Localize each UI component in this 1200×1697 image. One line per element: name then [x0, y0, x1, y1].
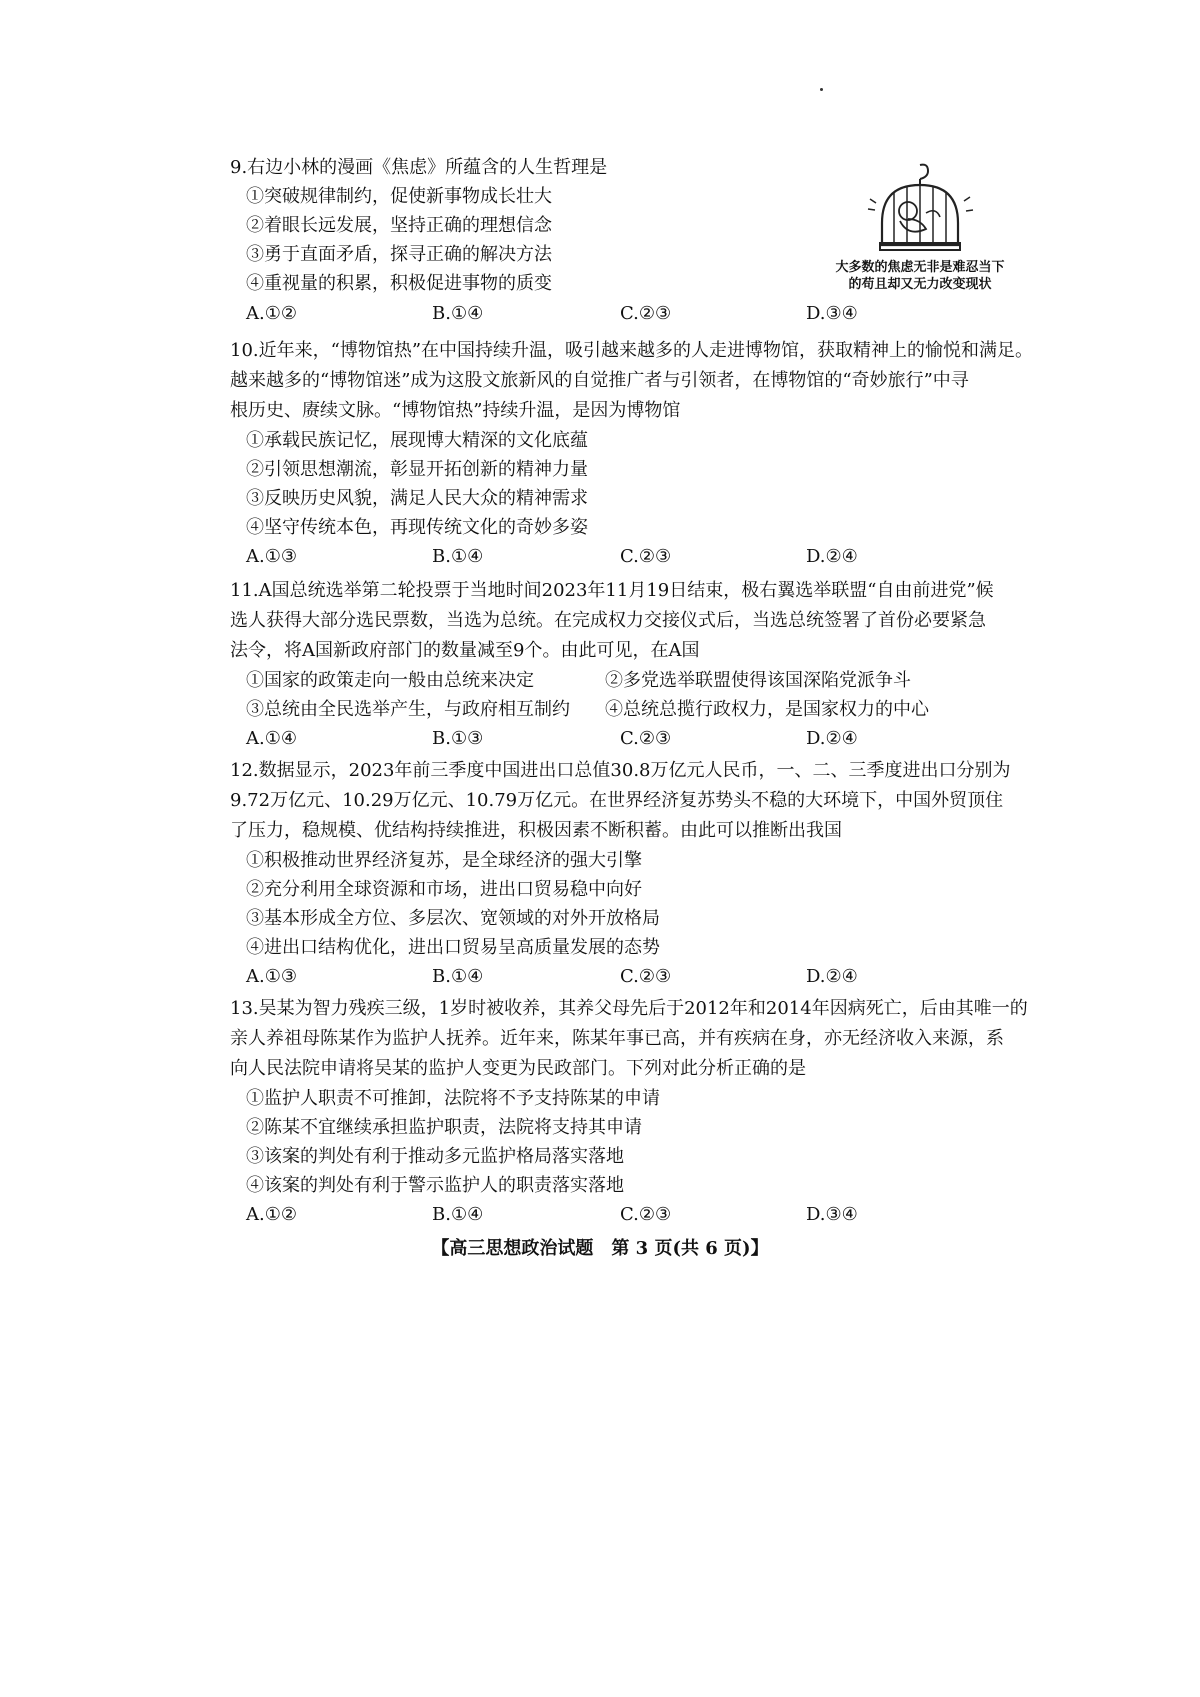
question-stem-cont: 向人民法院申请将吴某的监护人变更为民政部门。下列对此分析正确的是 — [230, 1058, 806, 1079]
question-stem: 11.A国总统选举第二轮投票于当地时间2023年11月19日结束，极右翼选举联盟“自由前进党”候 — [230, 580, 994, 601]
question-stem: 13.吴某为智力残疾三级，1岁时被收养，其养父母先后于2012年和2014年因病死亡，后由其唯一的 — [230, 998, 1028, 1019]
choice-b: B.①④ — [432, 303, 484, 324]
question-11 — [230, 580, 1020, 750]
choice-c: C.②③ — [620, 303, 672, 324]
choice-b: B.①④ — [432, 966, 484, 987]
question-stem-cont: 根历史、赓续文脉。“博物馆热”持续升温，是因为博物馆 — [230, 400, 681, 421]
option-4: ④进出口结构优化，进出口贸易呈高质量发展的态势 — [246, 937, 660, 958]
option-3: ③该案的判处有利于推动多元监护格局落实落地 — [246, 1146, 624, 1167]
choice-b: B.①④ — [432, 546, 484, 567]
choice-a: A.①② — [246, 1204, 297, 1225]
option-1: ①监护人职责不可推卸，法院将不予支持陈某的申请 — [246, 1088, 660, 1109]
choice-a: A.①② — [246, 303, 297, 324]
option-1: ①国家的政策走向一般由总统来决定 — [246, 670, 534, 691]
choice-a: A.①③ — [246, 966, 297, 987]
question-stem-cont: 越来越多的“博物馆迷”成为这股文旅新风的自觉推广者与引领者，在博物馆的“奇妙旅行”中寻 — [230, 370, 969, 391]
option-2: ②多党选举联盟使得该国深陷党派争斗 — [605, 670, 911, 691]
option-4: ④该案的判处有利于警示监护人的职责落实落地 — [246, 1175, 624, 1196]
option-2: ②充分利用全球资源和市场，进出口贸易稳中向好 — [246, 879, 642, 900]
question-stem-cont: 选人获得大部分选民票数，当选为总统。在完成权力交接仪式后，当选总统签署了首份必要紧急 — [230, 610, 986, 631]
choice-c: C.②③ — [620, 546, 672, 567]
choice-d: D.②④ — [806, 546, 858, 567]
question-stem: 12.数据显示，2023年前三季度中国进出口总值30.8万亿元人民币，一、二、三季度进出口分别为 — [230, 760, 1011, 781]
option-3: ③勇于直面矛盾，探寻正确的解决方法 — [246, 244, 552, 265]
option-1: ①突破规律制约，促使新事物成长壮大 — [246, 186, 552, 207]
question-13 — [230, 998, 1028, 1228]
question-stem-cont: 了压力，稳规模、优结构持续推进，积极因素不断积蓄。由此可以推断出我国 — [230, 820, 842, 841]
choice-c: C.②③ — [620, 966, 672, 987]
question-12 — [230, 760, 1020, 990]
choice-d: D.③④ — [806, 303, 858, 324]
answer-choices — [246, 546, 1006, 568]
question-stem-cont: 9.72万亿元、10.29万亿元、10.79万亿元。在世界经济复苏势头不稳的大环境下，中国外贸顶住 — [230, 790, 1004, 811]
option-1: ①积极推动世界经济复苏，是全球经济的强大引擎 — [246, 850, 642, 871]
page-footer: 【高三思想政治试题 第 3 页(共 6 页)】 — [431, 1238, 769, 1259]
choice-d: D.②④ — [806, 966, 858, 987]
option-4: ④重视量的积累，积极促进事物的质变 — [246, 273, 552, 294]
cartoon-caption — [820, 259, 1020, 293]
choice-d: D.③④ — [806, 1204, 858, 1225]
choice-c: C.②③ — [620, 728, 672, 749]
cartoon-figure — [820, 163, 1020, 303]
question-stem: 10.近年来，“博物馆热”在中国持续升温，吸引越来越多的人走进博物馆，获取精神上的愉悦和满足。 — [230, 340, 1034, 361]
option-4: ④坚守传统本色，再现传统文化的奇妙多姿 — [246, 517, 588, 538]
choice-b: B.①③ — [432, 728, 484, 749]
choice-d: D.②④ — [806, 728, 858, 749]
choice-c: C.②③ — [620, 1204, 672, 1225]
question-stem: 9.右边小林的漫画《焦虑》所蕴含的人生哲理是 — [230, 157, 608, 178]
answer-choices — [246, 728, 1006, 750]
caption-line-1: 大多数的焦虑无非是难忍当下 — [835, 260, 1005, 275]
option-4: ④总统总揽行政权力，是国家权力的中心 — [605, 699, 929, 720]
option-3: ③反映历史风貌，满足人民大众的精神需求 — [246, 488, 588, 509]
question-stem-cont: 法令，将A国新政府部门的数量减至9个。由此可见，在A国 — [230, 640, 700, 661]
answer-choices — [246, 1204, 1006, 1226]
answer-choices — [246, 966, 1006, 988]
scan-speck — [820, 88, 823, 91]
choice-a: A.①④ — [246, 728, 297, 749]
option-3: ③总统由全民选举产生，与政府相互制约 — [246, 699, 570, 720]
option-1: ①承载民族记忆，展现博大精深的文化底蕴 — [246, 430, 588, 451]
question-10 — [230, 340, 1034, 570]
question-stem-cont: 亲人养祖母陈某作为监护人抚养。近年来，陈某年事已高，并有疾病在身，亦无经济收入来源，系 — [230, 1028, 1004, 1049]
option-3: ③基本形成全方位、多层次、宽领域的对外开放格局 — [246, 908, 660, 929]
answer-choices — [246, 303, 1006, 325]
choice-b: B.①④ — [432, 1204, 484, 1225]
option-2: ②引领思想潮流，彰显开拓创新的精神力量 — [246, 459, 588, 480]
caption-line-2: 的苟且却又无力改变现状 — [848, 277, 992, 292]
option-2: ②着眼长远发展，坚持正确的理想信念 — [246, 215, 552, 236]
option-2: ②陈某不宜继续承担监护职责，法院将支持其申请 — [246, 1117, 642, 1138]
birdcage-cartoon-icon — [860, 163, 980, 258]
choice-a: A.①③ — [246, 546, 297, 567]
